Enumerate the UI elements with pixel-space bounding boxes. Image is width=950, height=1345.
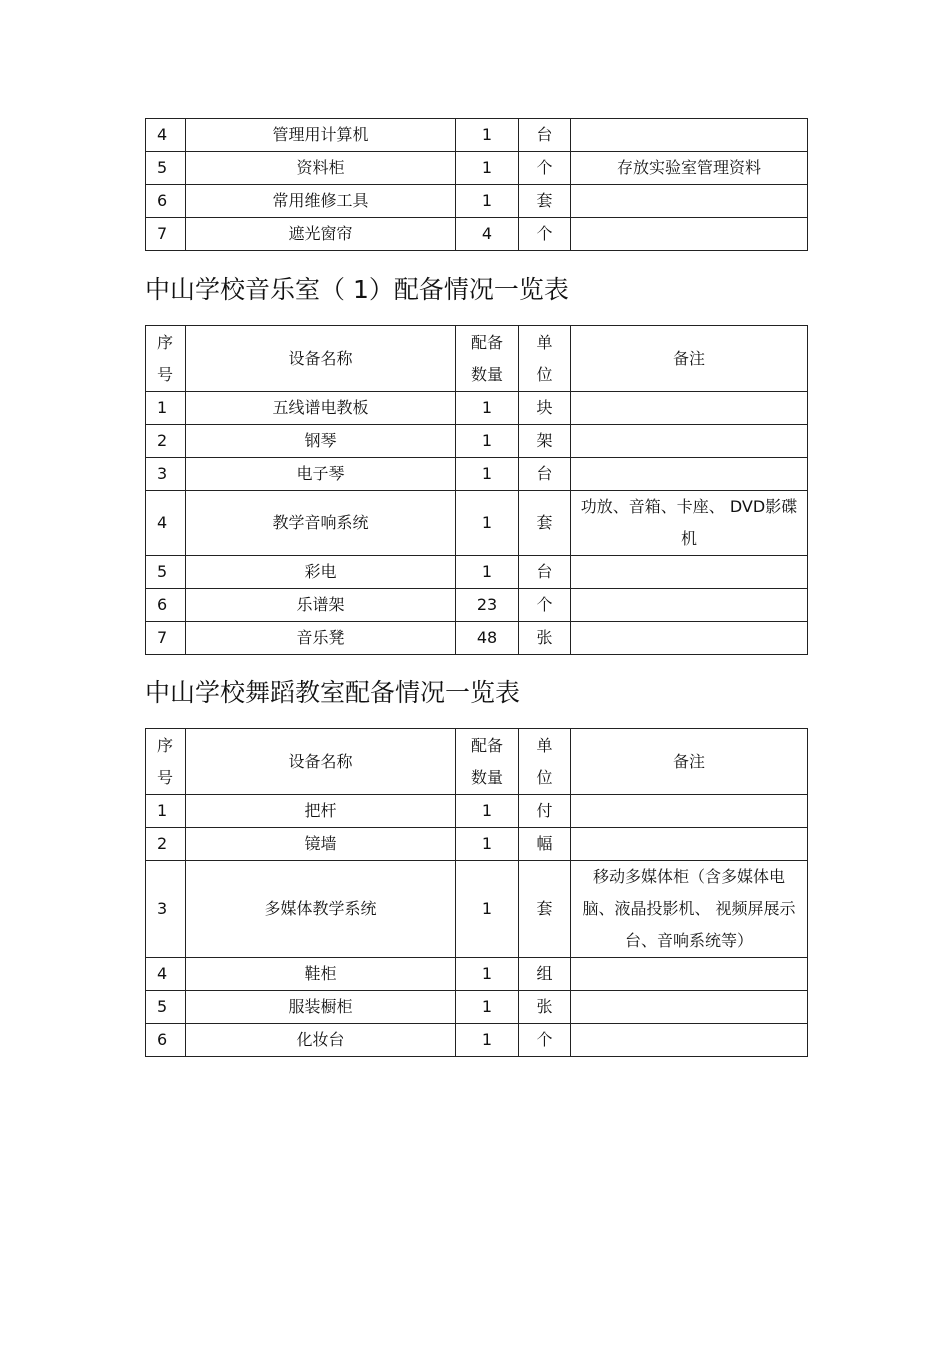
equipment-unit: 台 — [519, 119, 571, 152]
equipment-note — [571, 458, 808, 491]
equipment-unit: 台 — [519, 556, 571, 589]
table-row — [146, 392, 808, 425]
dance-room-table — [145, 728, 808, 1057]
row-number: 3 — [146, 458, 186, 491]
equipment-name: 彩电 — [186, 556, 456, 589]
header-note: 备注 — [571, 326, 808, 392]
table-header-row — [146, 729, 808, 795]
row-number: 4 — [146, 491, 186, 556]
header-unit: 单位 — [519, 326, 571, 392]
equipment-qty: 1 — [456, 958, 519, 991]
equipment-qty: 1 — [456, 392, 519, 425]
header-name: 设备名称 — [186, 326, 456, 392]
equipment-note — [571, 218, 808, 251]
equipment-qty: 23 — [456, 589, 519, 622]
equipment-name: 电子琴 — [186, 458, 456, 491]
row-number: 7 — [146, 622, 186, 655]
table-row — [146, 828, 808, 861]
equipment-name: 遮光窗帘 — [186, 218, 456, 251]
equipment-qty: 48 — [456, 622, 519, 655]
equipment-name: 鞋柜 — [186, 958, 456, 991]
header-qty: 配备数量 — [456, 326, 519, 392]
equipment-note — [571, 119, 808, 152]
equipment-note — [571, 589, 808, 622]
equipment-name: 多媒体教学系统 — [186, 861, 456, 958]
equipment-note — [571, 622, 808, 655]
equipment-unit: 组 — [519, 958, 571, 991]
equipment-unit: 块 — [519, 392, 571, 425]
table-row — [146, 622, 808, 655]
equipment-unit: 张 — [519, 622, 571, 655]
equipment-qty: 1 — [456, 556, 519, 589]
row-number: 5 — [146, 991, 186, 1024]
equipment-unit: 台 — [519, 458, 571, 491]
equipment-qty: 4 — [456, 218, 519, 251]
equipment-note: 移动多媒体柜（含多媒体电脑、液晶投影机、 视频屏展示台、音响系统等） — [571, 861, 808, 958]
equipment-name: 五线谱电教板 — [186, 392, 456, 425]
equipment-note — [571, 991, 808, 1024]
table-header-row — [146, 326, 808, 392]
equipment-note: 功放、音箱、卡座、 DVD影碟机 — [571, 491, 808, 556]
equipment-name: 管理用计算机 — [186, 119, 456, 152]
equipment-unit: 个 — [519, 1024, 571, 1057]
equipment-unit: 张 — [519, 991, 571, 1024]
equipment-unit: 个 — [519, 152, 571, 185]
row-number: 3 — [146, 861, 186, 958]
table-row — [146, 425, 808, 458]
equipment-note — [571, 392, 808, 425]
equipment-name: 资料柜 — [186, 152, 456, 185]
row-number: 5 — [146, 556, 186, 589]
equipment-unit: 幅 — [519, 828, 571, 861]
table-row — [146, 795, 808, 828]
equipment-qty: 1 — [456, 425, 519, 458]
equipment-unit: 套 — [519, 861, 571, 958]
equipment-qty: 1 — [456, 119, 519, 152]
equipment-name: 教学音响系统 — [186, 491, 456, 556]
equipment-note — [571, 1024, 808, 1057]
table-row — [146, 218, 808, 251]
table-row — [146, 491, 808, 556]
equipment-unit: 套 — [519, 185, 571, 218]
table-row — [146, 861, 808, 958]
equipment-unit: 个 — [519, 589, 571, 622]
equipment-qty: 1 — [456, 185, 519, 218]
header-qty: 配备数量 — [456, 729, 519, 795]
table-row — [146, 119, 808, 152]
equipment-note — [571, 958, 808, 991]
row-number: 6 — [146, 589, 186, 622]
equipment-qty: 1 — [456, 152, 519, 185]
equipment-note — [571, 185, 808, 218]
equipment-note — [571, 828, 808, 861]
table-row — [146, 458, 808, 491]
row-number: 6 — [146, 185, 186, 218]
equipment-name: 镜墙 — [186, 828, 456, 861]
equipment-name: 音乐凳 — [186, 622, 456, 655]
table-row — [146, 185, 808, 218]
equipment-name: 化妆台 — [186, 1024, 456, 1057]
equipment-name: 钢琴 — [186, 425, 456, 458]
equipment-name: 服装橱柜 — [186, 991, 456, 1024]
equipment-note: 存放实验室管理资料 — [571, 152, 808, 185]
header-no: 序号 — [146, 326, 186, 392]
row-number: 2 — [146, 425, 186, 458]
table-row — [146, 958, 808, 991]
equipment-note — [571, 425, 808, 458]
header-unit: 单位 — [519, 729, 571, 795]
equipment-unit: 套 — [519, 491, 571, 556]
dance-room-title: 中山学校舞蹈教室配备情况一览表 — [145, 678, 521, 707]
equipment-unit: 架 — [519, 425, 571, 458]
equipment-qty: 1 — [456, 861, 519, 958]
row-number: 4 — [146, 119, 186, 152]
header-note: 备注 — [571, 729, 808, 795]
row-number: 2 — [146, 828, 186, 861]
table-row — [146, 991, 808, 1024]
row-number: 7 — [146, 218, 186, 251]
equipment-unit: 付 — [519, 795, 571, 828]
music-room-table — [145, 325, 808, 655]
table-row — [146, 152, 808, 185]
row-number: 1 — [146, 392, 186, 425]
equipment-qty: 1 — [456, 491, 519, 556]
equipment-note — [571, 795, 808, 828]
lab-equipment-table-continued — [145, 118, 808, 251]
equipment-name: 把杆 — [186, 795, 456, 828]
header-no: 序号 — [146, 729, 186, 795]
equipment-name: 乐谱架 — [186, 589, 456, 622]
table-row — [146, 556, 808, 589]
equipment-qty: 1 — [456, 828, 519, 861]
equipment-qty: 1 — [456, 1024, 519, 1057]
table-row — [146, 589, 808, 622]
music-room-title: 中山学校音乐室（ 1）配备情况一览表 — [145, 275, 569, 304]
row-number: 1 — [146, 795, 186, 828]
equipment-unit: 个 — [519, 218, 571, 251]
equipment-qty: 1 — [456, 458, 519, 491]
equipment-name: 常用维修工具 — [186, 185, 456, 218]
equipment-note — [571, 556, 808, 589]
table-row — [146, 1024, 808, 1057]
row-number: 5 — [146, 152, 186, 185]
header-name: 设备名称 — [186, 729, 456, 795]
equipment-qty: 1 — [456, 795, 519, 828]
equipment-qty: 1 — [456, 991, 519, 1024]
row-number: 6 — [146, 1024, 186, 1057]
row-number: 4 — [146, 958, 186, 991]
